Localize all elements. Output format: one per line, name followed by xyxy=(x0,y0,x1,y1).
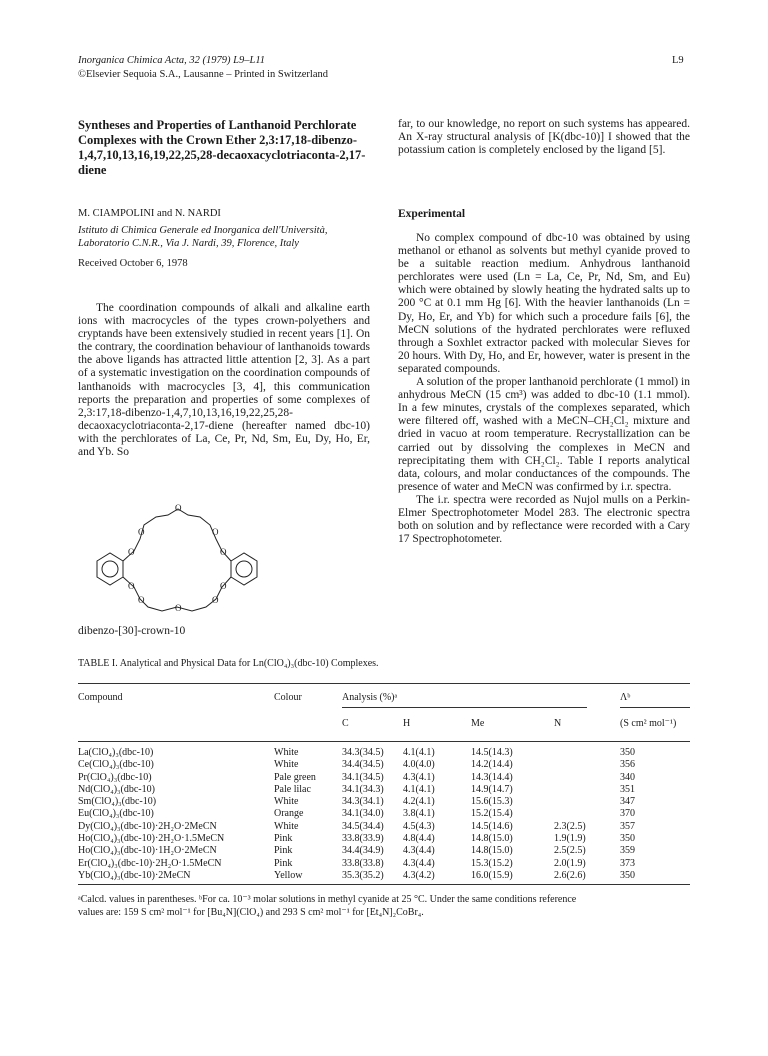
experimental-paragraph-2: A solution of the proper lanthanoid perchlorate (1 mmol) in anhydrous MeCN (15 cm³) was added to dbc-10 (1.1 mmol). In a few minutes, crystals of the complexes separated, which were filtered off, washed with a MeCN–CH₂Cl₂ mixture and dried in vacuo at room temperature. Recrystallization can be carried out by dissolving the complexes in MeCN and reprecipitating them with CH₂Cl₂. Table I reports analytical data, colours, and molar conductances of the compounds. The presence of water and MeCN was confirmed by i.r. spectra. xyxy=(398,376,690,493)
left-benzene-ring xyxy=(97,553,123,585)
cell-c: 34.1(34.3) xyxy=(342,783,384,795)
cell-lambda: 340 xyxy=(620,771,635,783)
cell-compound: Nd(ClO₄)₃(dbc-10) xyxy=(78,783,155,795)
svg-text:O: O xyxy=(220,581,227,591)
cell-n xyxy=(554,796,620,808)
cell-compound: Pr(ClO₄)₃(dbc-10) xyxy=(78,771,152,783)
cell-me: 14.9(14.7) xyxy=(471,783,513,795)
page-number: L9 xyxy=(672,55,684,66)
cell-h: 4.5(4.3) xyxy=(403,820,435,832)
experimental-section xyxy=(398,232,690,546)
table-row xyxy=(78,772,690,784)
cell-c: 34.1(34.0) xyxy=(342,808,384,820)
data-table xyxy=(78,747,690,882)
header-me: Me xyxy=(471,718,485,729)
cell-colour: White xyxy=(274,796,299,808)
header-compound: Compound xyxy=(78,692,123,703)
cell-lambda: 350 xyxy=(620,833,635,845)
cell-h: 4.0(4.0) xyxy=(403,759,435,771)
received-date: Received October 6, 1978 xyxy=(78,258,188,269)
cell-n: 2.6(2.6) xyxy=(554,869,586,881)
cell-colour: Pale lilac xyxy=(274,783,311,795)
table-top-rule xyxy=(78,683,690,684)
cell-n: 2.5(2.5) xyxy=(554,845,586,857)
cell-lambda: 357 xyxy=(620,820,635,832)
footnote-line-2: values are: 159 S cm² mol⁻¹ for [Bu₄N](ClO₄) and 293 S cm² mol⁻¹ for [Et₄N]₂CoBr₄. xyxy=(78,906,424,918)
footnote-line-1: ᵃCalcd. values in parentheses. ᵇFor ca. 10⁻³ molar solutions in methyl cyanide at 25 °C. Under the same conditions reference xyxy=(78,894,577,905)
table-row xyxy=(78,845,690,857)
publisher-line: ©Elsevier Sequoia S.A., Lausanne – Printed in Switzerland xyxy=(78,69,329,80)
cell-c: 33.8(33.9) xyxy=(342,833,384,845)
table-row xyxy=(78,759,690,771)
cell-lambda: 370 xyxy=(620,808,635,820)
cell-compound: Sm(ClO₄)₃(dbc-10) xyxy=(78,796,157,808)
header-analysis: Analysis (%)ᵃ xyxy=(342,692,398,703)
cell-n: 1.9(1.9) xyxy=(554,833,586,845)
cell-c: 33.8(33.8) xyxy=(342,857,384,869)
table-row xyxy=(78,833,690,845)
article-title: Syntheses and Properties of Lanthanoid Perchlorate Complexes with the Crown Ether 2,3:17,18-dibenzo-1,4,7,10,13,16,19,22,25,28-decaoxacyclotriaconta-2,17-diene xyxy=(78,118,366,177)
cell-me: 15.6(15.3) xyxy=(471,796,513,808)
table-row xyxy=(78,858,690,870)
cell-lambda: 373 xyxy=(620,857,635,869)
svg-text:O: O xyxy=(212,527,219,537)
svg-text:O: O xyxy=(128,581,135,591)
cell-me: 14.3(14.4) xyxy=(471,771,513,783)
header-c: C xyxy=(342,718,349,729)
cell-compound: Yb(ClO₄)₃(dbc-10)·2MeCN xyxy=(78,869,191,881)
analysis-rule xyxy=(342,707,587,708)
lambda-rule xyxy=(620,707,690,708)
cell-me: 14.8(15.0) xyxy=(471,833,513,845)
cell-colour: Yellow xyxy=(274,869,303,881)
cell-c: 34.4(34.5) xyxy=(342,759,384,771)
cell-h: 4.3(4.4) xyxy=(403,845,435,857)
table-footnote xyxy=(78,894,690,919)
cell-colour: Pink xyxy=(274,833,293,845)
table-row xyxy=(78,821,690,833)
cell-me: 15.2(15.4) xyxy=(471,808,513,820)
cell-compound: Ho(ClO₄)₃(dbc-10)·1H₂O·2MeCN xyxy=(78,845,217,857)
cell-compound: Ce(ClO₄)₃(dbc-10) xyxy=(78,759,154,771)
cell-compound: Dy(ClO₄)₃(dbc-10)·2H₂O·2MeCN xyxy=(78,820,217,832)
cell-h: 4.1(4.1) xyxy=(403,747,435,758)
authors: M. CIAMPOLINI and N. NARDI xyxy=(78,208,221,219)
cell-lambda: 356 xyxy=(620,759,635,771)
svg-text:O: O xyxy=(128,547,135,557)
cell-me: 15.3(15.2) xyxy=(471,857,513,869)
table-caption: TABLE I. Analytical and Physical Data for Ln(ClO₄)₃(dbc-10) Complexes. xyxy=(78,658,379,669)
table-header-rule xyxy=(78,741,690,742)
right-benzene-aromatic-circle xyxy=(236,561,252,577)
table-row xyxy=(78,796,690,808)
experimental-paragraph-1: No complex compound of dbc-10 was obtained by using methanol or ethanol as solvents but methyl cyanide proved to be a suitable reaction medium. Anhydrous lanthanoid perchlorates were used (Ln = La, Ce, Pr, Nd, Sm, and Eu) which were obtained by slowly heating the hydrated salts up to 200 °C at 0.1 mm Hg [6]. With the heavier lanthanoids (Ln = Dy, Ho, Er, and Yb) for which such a procedure fails [6], the MeCN solutions of the hydrated perchlorates were refluxed through a Soxhlet extractor packed with molecular Sieves for 20 hours. With Dy, Ho, and Er, however, water is present in the separated compounds. xyxy=(398,232,690,375)
cell-lambda: 347 xyxy=(620,796,635,808)
cell-me: 14.5(14.3) xyxy=(471,747,513,758)
cell-n: 2.3(2.5) xyxy=(554,820,586,832)
experimental-heading: Experimental xyxy=(398,208,466,220)
cell-c: 34.5(34.4) xyxy=(342,820,384,832)
table-row xyxy=(78,870,690,882)
table-header xyxy=(78,690,690,740)
svg-text:O: O xyxy=(220,547,227,557)
cell-compound: Eu(ClO₄)₃(dbc-10) xyxy=(78,808,154,820)
cell-c: 34.4(34.9) xyxy=(342,845,384,857)
cell-compound: La(ClO₄)₃(dbc-10) xyxy=(78,747,154,758)
table-bottom-rule xyxy=(78,884,690,885)
running-header xyxy=(78,54,328,82)
cell-n xyxy=(554,772,620,784)
cell-lambda: 350 xyxy=(620,747,635,758)
cell-me: 16.0(15.9) xyxy=(471,869,513,881)
header-colour: Colour xyxy=(274,692,302,703)
cell-n xyxy=(554,784,620,796)
affiliation-line-2: Laboratorio C.N.R., Via J. Nardi, 39, Florence, Italy xyxy=(78,238,299,249)
table-body xyxy=(78,747,690,882)
cell-h: 4.3(4.1) xyxy=(403,771,435,783)
header-lambda: Λᵇ xyxy=(620,692,631,703)
cell-me: 14.5(14.6) xyxy=(471,820,513,832)
left-benzene-aromatic-circle xyxy=(102,561,118,577)
cell-compound: Ho(ClO₄)₃(dbc-10)·2H₂O·1.5MeCN xyxy=(78,833,225,845)
cell-lambda: 350 xyxy=(620,869,635,881)
continuation-paragraph: far, to our knowledge, no report on such systems has appeared. An X-ray structural analysis of [K(dbc-10)] I showed that the potassium cation is completely enclosed by the ligand [5]. xyxy=(398,118,690,157)
header-lambda-units: (S cm² mol⁻¹) xyxy=(620,718,677,729)
svg-text:O: O xyxy=(138,595,145,605)
affiliation xyxy=(78,224,378,250)
cell-c: 35.3(35.2) xyxy=(342,869,384,881)
svg-text:O: O xyxy=(138,527,145,537)
crown-ether-structure xyxy=(82,495,282,615)
cell-compound: Er(ClO₄)₃(dbc-10)·2H₂O·1.5MeCN xyxy=(78,857,222,869)
cell-h: 4.8(4.4) xyxy=(403,833,435,845)
svg-text:O: O xyxy=(175,603,182,613)
cell-c: 34.1(34.5) xyxy=(342,771,384,783)
cell-h: 4.3(4.2) xyxy=(403,869,435,881)
cell-lambda: 351 xyxy=(620,783,635,795)
table-row xyxy=(78,808,690,820)
cell-n xyxy=(554,808,620,820)
cell-n: 2.0(1.9) xyxy=(554,857,586,869)
cell-colour: Pink xyxy=(274,857,293,869)
cell-h: 3.8(4.1) xyxy=(403,808,435,820)
cell-h: 4.3(4.4) xyxy=(403,857,435,869)
cell-colour: White xyxy=(274,747,299,758)
cell-lambda: 359 xyxy=(620,845,635,857)
intro-paragraph: The coordination compounds of alkali and alkaline earth ions with macrocycles of the types crown-polyethers and cryptands have been extensively studied in recent years [1]. On the contrary, the coordination behaviour of lanthanoids towards the above ligands has attracted little attention [2, 3]. As a part of a systematic investigation on the coordination compounds of lanthanoids with macrocycles [3, 4], this communication reports the preparation and properties of some complexes of 2,3:17,18-dibenzo-1,4,7,10,13,16,19,22,25,28-decaoxacyclotriaconta-2,17-diene (hereafter named dbc-10) with the perchlorates of La, Ce, Pr, Nd, Sm, Eu, Dy, Ho, Er, and Yb. So xyxy=(78,302,370,459)
cell-colour: White xyxy=(274,820,299,832)
cell-me: 14.2(14.4) xyxy=(471,759,513,771)
table-row xyxy=(78,747,690,759)
cell-colour: Pale green xyxy=(274,771,316,783)
cell-n xyxy=(554,747,620,759)
cell-colour: White xyxy=(274,759,299,771)
cell-colour: Orange xyxy=(274,808,304,820)
cell-me: 14.8(15.0) xyxy=(471,845,513,857)
cell-h: 4.2(4.1) xyxy=(403,796,435,808)
svg-text:O: O xyxy=(175,503,182,513)
table-row xyxy=(78,784,690,796)
cell-n xyxy=(554,759,620,771)
header-n: N xyxy=(554,718,562,729)
affiliation-line-1: Istituto di Chimica Generale ed Inorganica dell'Università, xyxy=(78,225,328,236)
structure-caption: dibenzo-[30]-crown-10 xyxy=(78,625,186,637)
right-benzene-ring xyxy=(231,553,257,585)
journal-line: Inorganica Chimica Acta, 32 (1979) L9–L11 xyxy=(78,55,266,66)
cell-c: 34.3(34.1) xyxy=(342,796,384,808)
svg-text:O: O xyxy=(212,595,219,605)
cell-h: 4.1(4.1) xyxy=(403,783,435,795)
cell-c: 34.3(34.5) xyxy=(342,747,384,758)
experimental-paragraph-3: The i.r. spectra were recorded as Nujol mulls on a Perkin-Elmer Spectrophotometer Model 283. The electronic spectra both on solution and by reflectance were recorded with a Cary 17 Spectrophotometer. xyxy=(398,493,690,546)
cell-colour: Pink xyxy=(274,845,293,857)
header-h: H xyxy=(403,718,411,729)
